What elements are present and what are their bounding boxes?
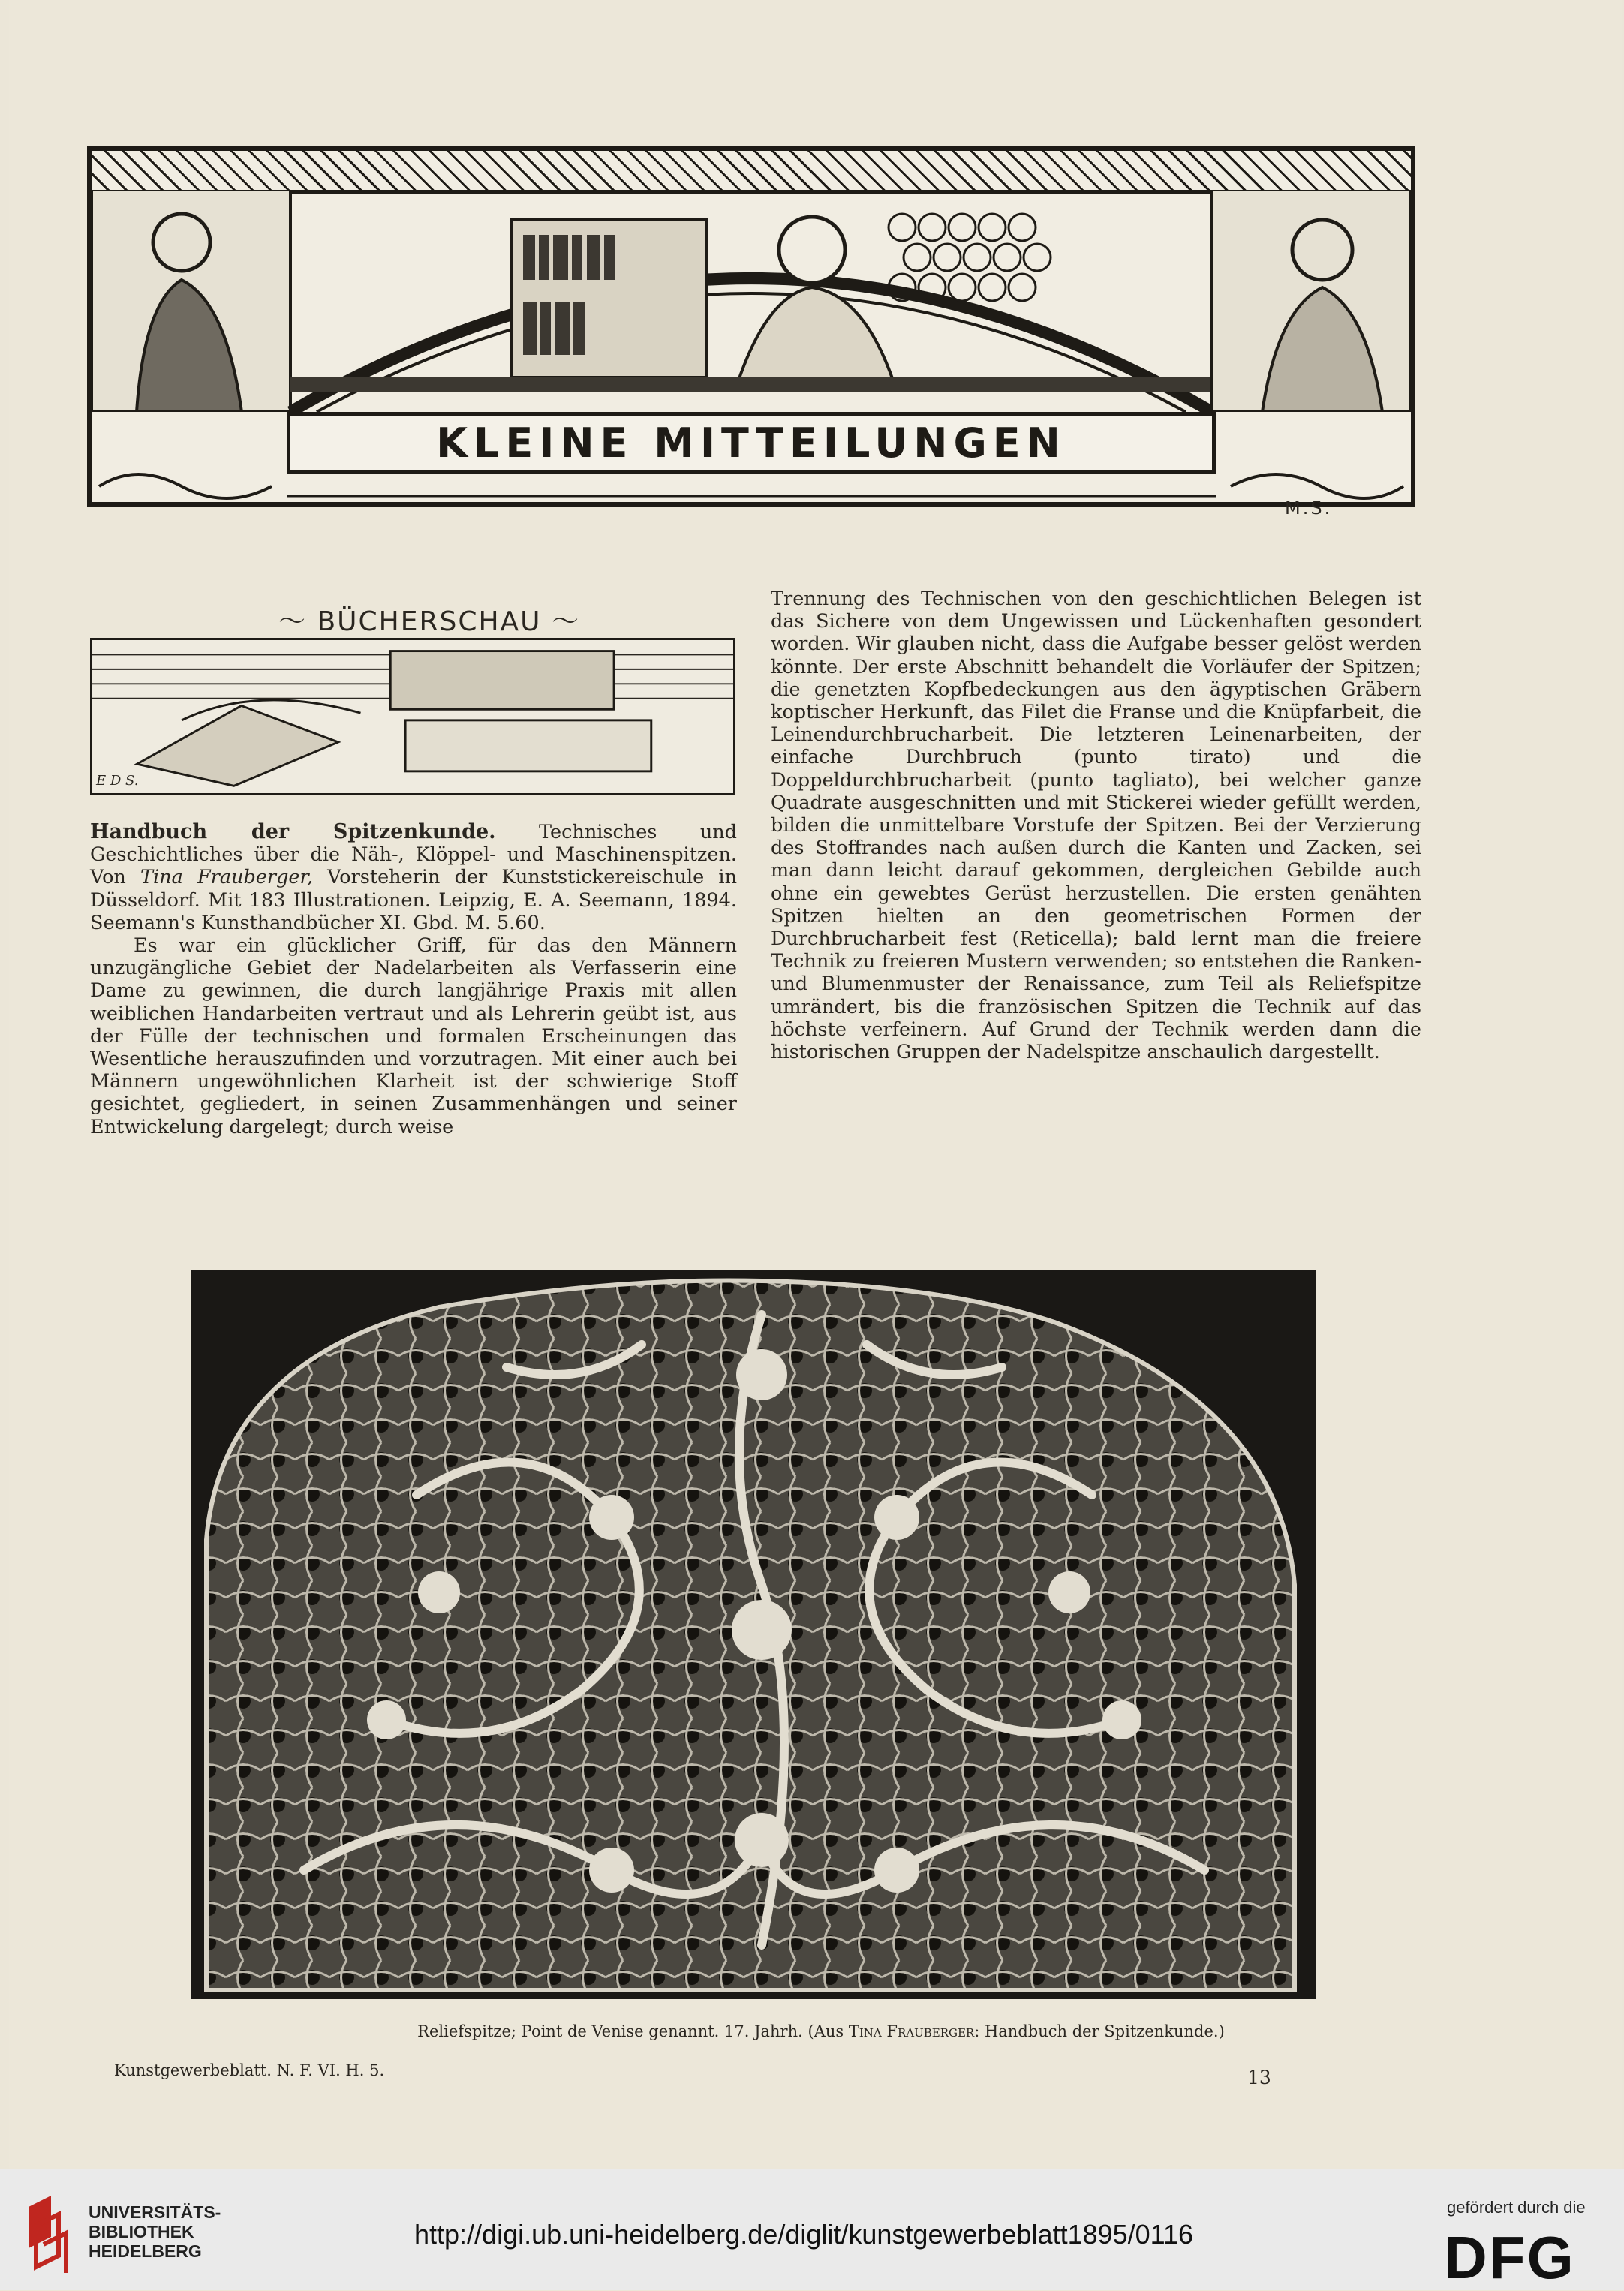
books-illustration [92,640,733,793]
book-title: Handbuch der Spitzenkunde. [90,820,496,843]
author-name: Tina Frauberger, [140,866,313,889]
banner-ornament-scrolls [92,466,1411,507]
banner-illustration [92,190,1411,412]
right-column [771,588,1421,1063]
right-flourish-icon: 〜 [551,606,580,637]
library-name[interactable]: UNIVERSITÄTS- BIBLIOTHEK HEIDELBERG [89,2202,221,2261]
page-number: 13 [1247,2067,1271,2088]
left-flourish-icon: 〜 [278,606,308,637]
review-paragraph-continued: Trennung des Technischen von den geschichtlichen Belegen ist das Sichere von dem Ungewissen und Lückenhaften gesondert worden. Wir glauben nicht, dass die Aufgabe besser gelöst werden könnte. Der erste Abschnitt behandelt die Vorläufer der Spitzen; die genetzten Kopfbedeckungen aus den ägyptischen Gräbern koptischer Herkunft, das Filet die Franse und die Knüpfarbeit, die Leinendurchbrucharbeit. Die letzteren Leinenarbeiten, der einfache Durchbruch (punto tirato) und die Doppeldurchbrucharbeit (punto tagliato), bei welcher ganze Quadrate ausgeschnitten und mit Stickerei wieder gefüllt werden, bilden die unmittelbare Vorstufe der Spitzen. Bei der Verzierung des Stoffrandes nach außen durch die Kanten und Zacken, sei man dann leicht darauf gekommen, dergleichen Gebilde auch ohne ein gewebtes Gerüst herzustellen. Die ersten genähten Spitzen hielten an den geometrischen Formen der Durchbrucharbeit fest (Reticella); bald lernt man die freiere Technik zu freieren Mustern verwenden; so entstehen die Ranken- und Blumenmuster der Renaissance, zum Teil als Reliefspitze umrändert, bis die französischen Spitzen die Technik auf das höchste verfeinern. Auf Grund der Technik werden dann die historischen Gruppen der Nadelspitze anschaulich dargestellt. [771,588,1421,1064]
vignette-signature: E D S. [96,773,139,789]
books-vignette [90,638,735,795]
permalink-url[interactable]: http://digi.ub.uni-heidelberg.de/diglit/kunstgewerbeblatt1895/0116 [414,2219,1194,2250]
dfg-logo[interactable]: DFG [1444,2224,1575,2291]
journal-footer: Kunstgewerbeblatt. N. F. VI. H. 5. [114,2061,385,2079]
lace-illustration [191,1270,1316,1999]
review-citation: Handbuch der Spitzenkunde. Technisches und Geschichtliches über die Näh-, Klöppel- und Maschinenspitzen. Von Tina Frauberger, Vorsteherin der Kunststickereischule in Düsseldorf. Mit 183 Illustrationen. Leipzig, E. A. Seemann, 1894. Seemann's Kunsthandbücher XI. Gbd. M. 5.60. [90,820,737,934]
scanned-page [9,0,1622,2169]
page-title: KLEINE MITTEILUNGEN [436,419,1066,467]
university-library-logo-icon[interactable] [21,2192,80,2276]
funding-note: gefördert durch die [1447,2198,1586,2217]
caption-author: Tina Frauberger [848,2022,975,2040]
lace-pattern-image [191,1270,1316,1999]
figure-caption: Reliefspitze; Point de Venise genannt. 17. Jahrh. (Aus Tina Frauberger: Handbuch der Spitzenkunde.) [417,2022,1225,2040]
library-footer-bar [0,2169,1624,2290]
banner-title-bar [287,412,1216,474]
review-paragraph: Es war ein glücklicher Griff, für das den Männern unzugängliche Gebiet der Nadelarbeiten als Verfasserin eine Dame zu gewinnen, die durch langjährige Praxis mit allen weiblichen Handarbeiten vertraut und als Lehrerin geübt ist, aus der Fülle der technischen und formalen Erscheinungen das Wesentliche herauszufinden und vorzutragen. Mit einer auch bei Männern ungewöhnlichen Klarheit ist der schwierige Stoff gesichtet, gegliedert, in seinen Zusammenhängen und seiner Entwickelung dargelegt; durch weise [90,934,737,1138]
banner-ornament-strip [92,151,1411,194]
banner-signature: M.S. [1285,498,1333,519]
header-banner [87,146,1415,507]
section-title: 〜 BÜCHERSCHAU 〜 [278,606,580,637]
left-column [90,821,737,1138]
